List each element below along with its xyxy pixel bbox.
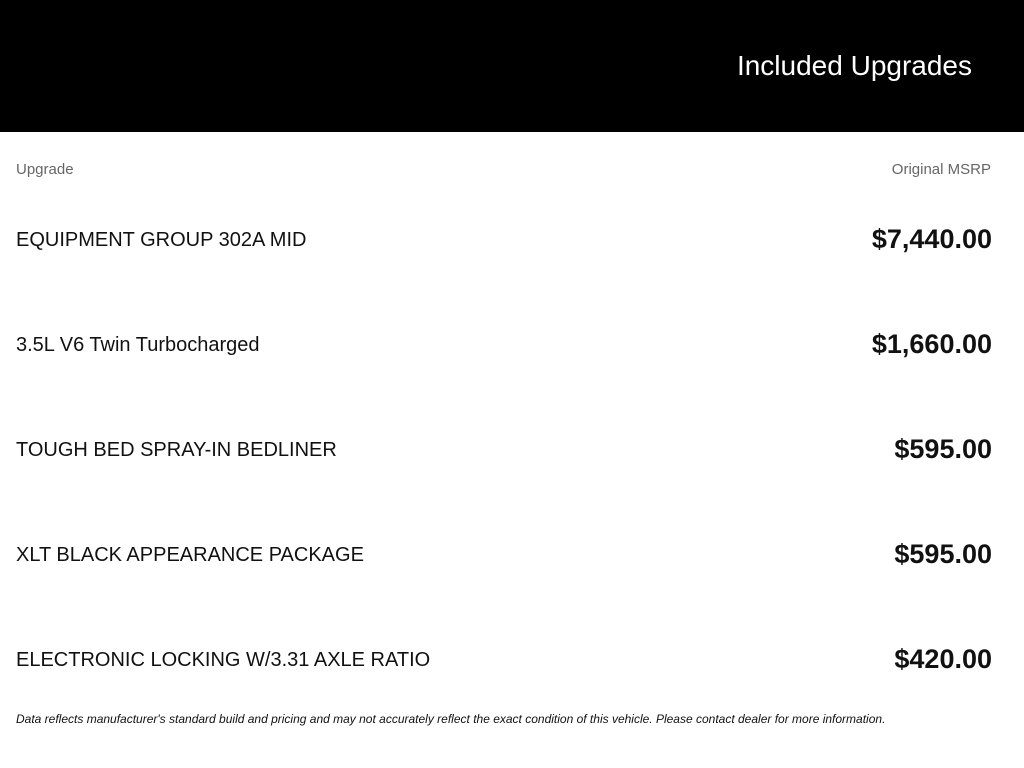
table-row: [0, 638, 1024, 678]
table-row: [0, 428, 1024, 468]
upgrade-name: ELECTRONIC LOCKING W/3.31 AXLE RATIO: [16, 649, 431, 671]
upgrade-name: XLT BLACK APPEARANCE PACKAGE: [16, 544, 364, 566]
disclaimer-text: Data reflects manufacturer's standard build and pricing and may not accurately reflect the exact condition of this vehicle. Please contact dealer for more information.: [16, 712, 886, 726]
upgrade-price: $7,440.00: [871, 224, 992, 254]
column-header-msrp: Original MSRP: [891, 161, 991, 178]
upgrade-name: TOUGH BED SPRAY-IN BEDLINER: [16, 439, 337, 461]
upgrade-name: 3.5L V6 Twin Turbocharged: [16, 334, 260, 356]
page-title: Included Upgrades: [736, 50, 972, 81]
upgrade-price: $1,660.00: [871, 329, 992, 359]
table-row: [0, 323, 1024, 363]
upgrade-price: $595.00: [894, 539, 992, 569]
upgrade-price: $420.00: [894, 644, 992, 674]
table-row: [0, 533, 1024, 573]
header-bar: [0, 0, 1024, 132]
table-row: [0, 218, 1024, 258]
column-header-upgrade: Upgrade: [16, 161, 74, 178]
upgrade-name: EQUIPMENT GROUP 302A MID: [16, 229, 307, 251]
upgrade-price: $595.00: [894, 434, 992, 464]
